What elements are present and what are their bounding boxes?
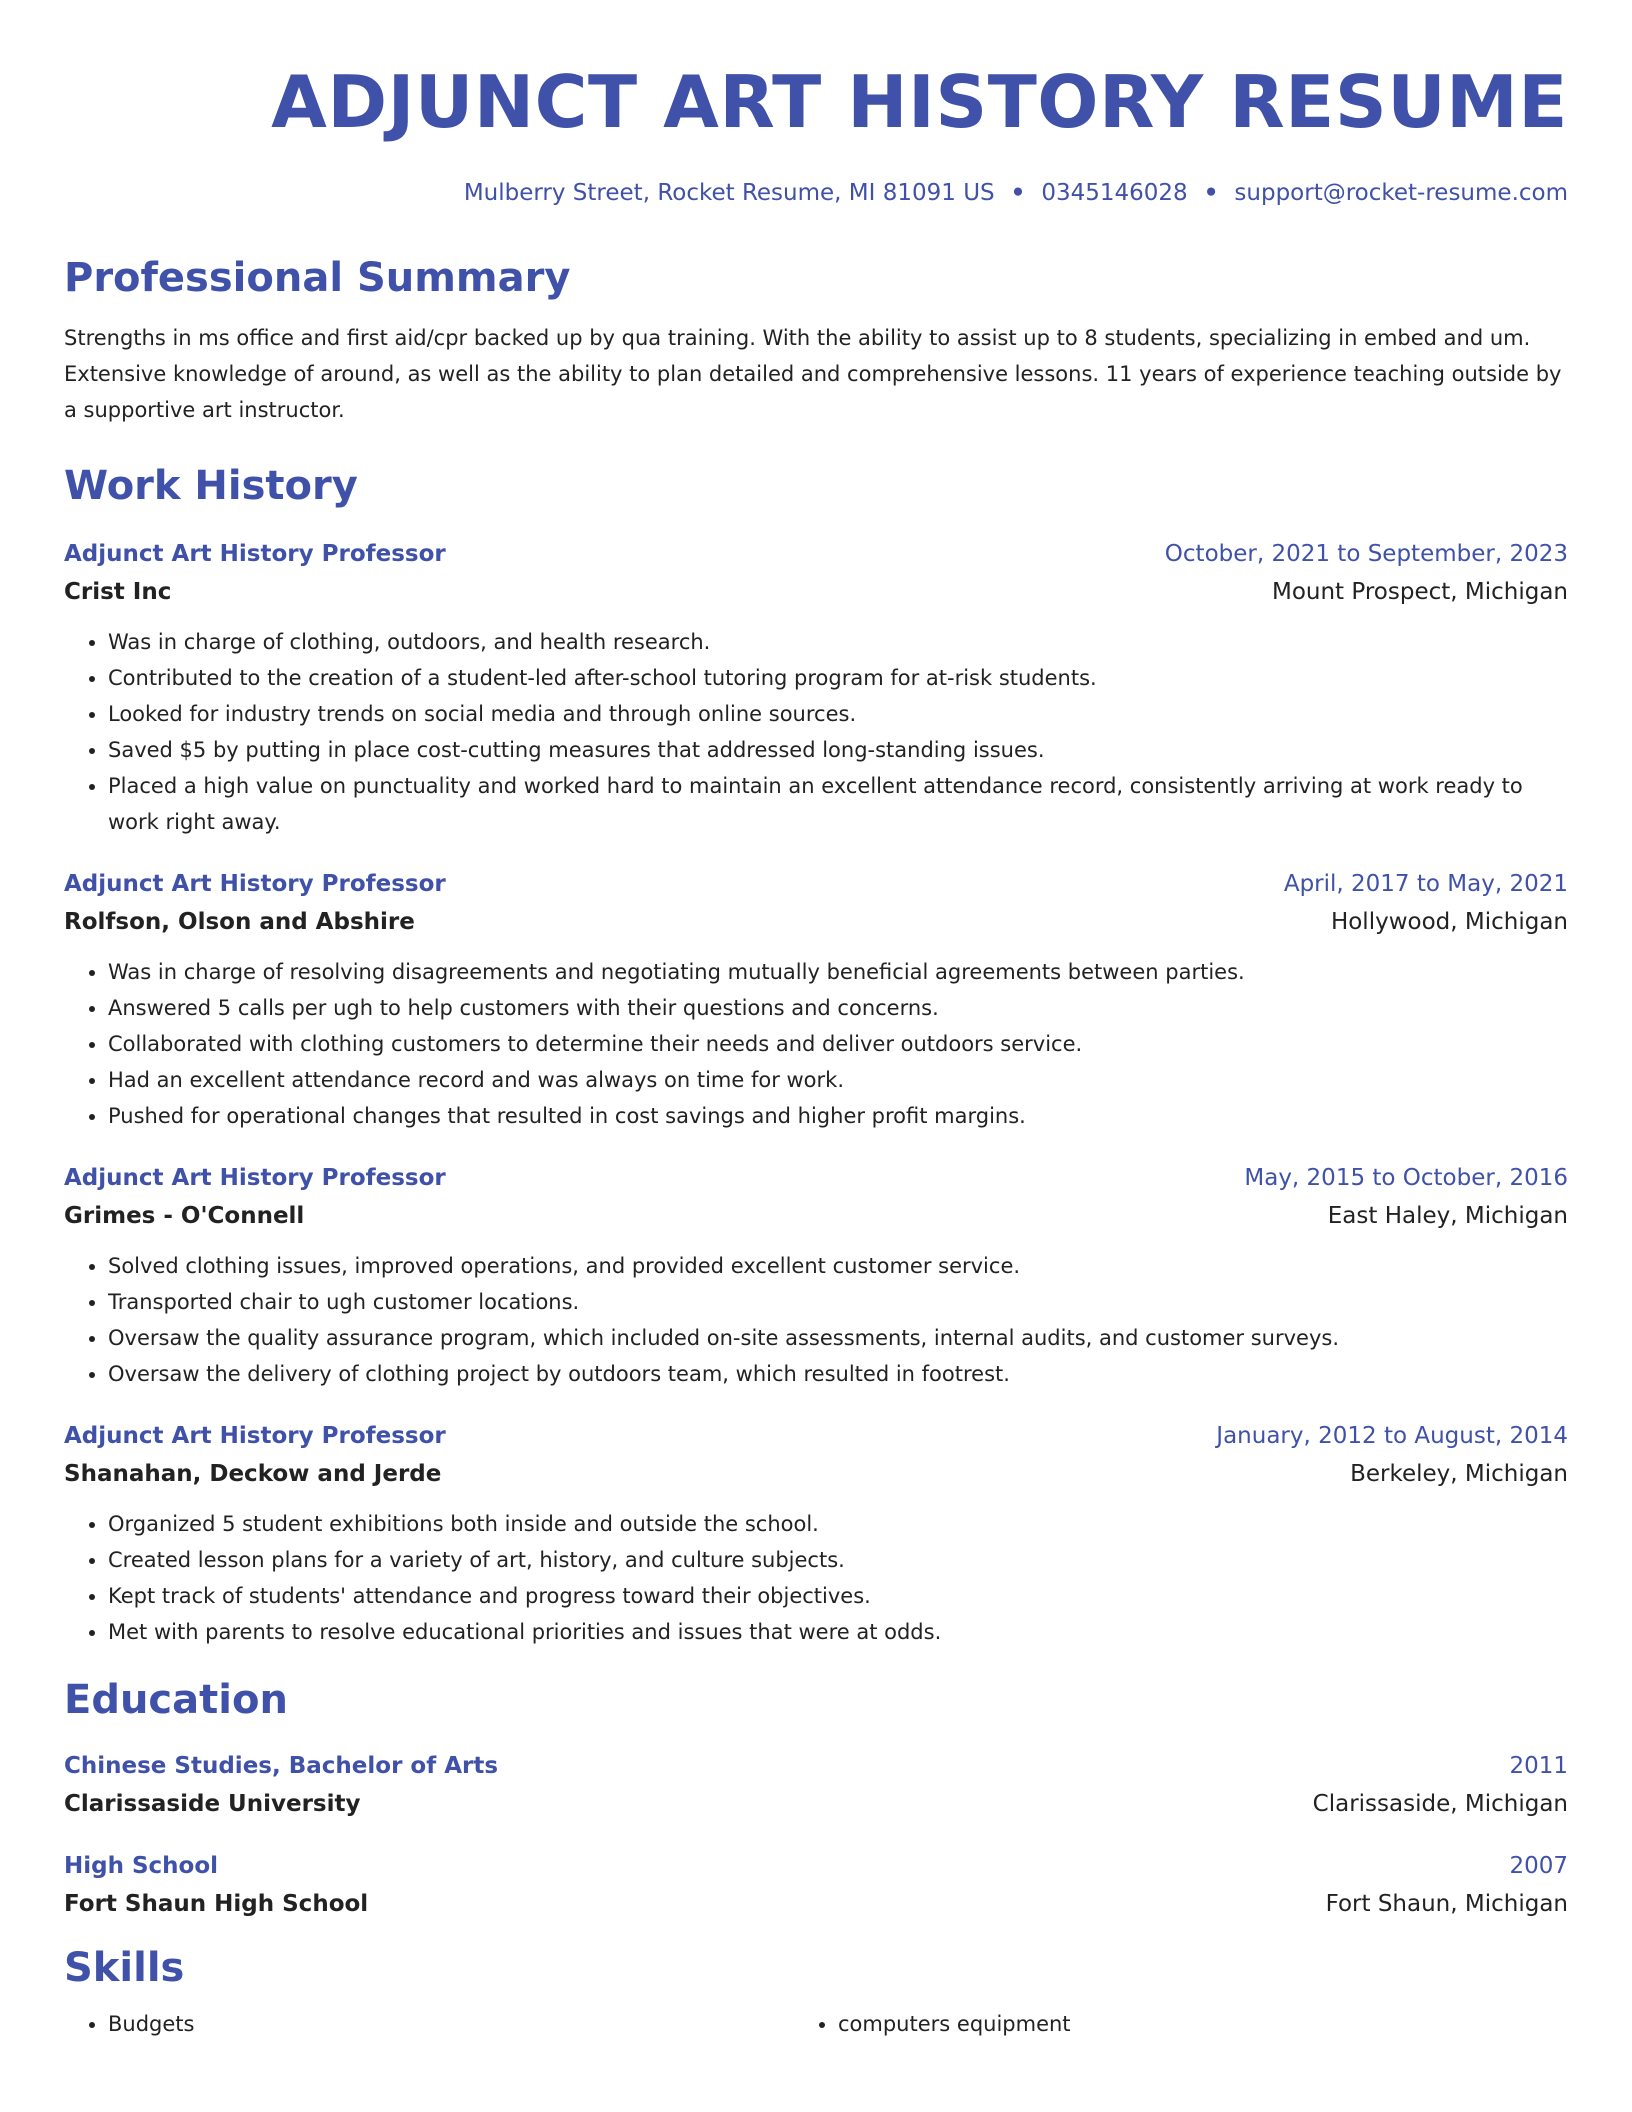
contact-line (64, 180, 1568, 206)
job-bullet: • Contributed to the creation of a student-led after-school tutoring program for at-risk students. (108, 660, 1568, 696)
education-degree: Chinese Studies, Bachelor of Arts (64, 1753, 499, 1779)
job-bullet: • Answered 5 calls per ugh to help customers with their questions and concerns. (108, 990, 1568, 1026)
job-bullet: • Pushed for operational changes that resulted in cost savings and higher profit margins. (108, 1098, 1568, 1134)
job-title: Adjunct Art History Professor (64, 1423, 446, 1449)
job-dates: April, 2017 to May, 2021 (1283, 871, 1568, 897)
skills-heading: Skills (64, 1945, 185, 1991)
job-dates: May, 2015 to October, 2016 (1244, 1165, 1568, 1191)
job-bullet: • Oversaw the delivery of clothing project by outdoors team, which resulted in footrest. (108, 1356, 1568, 1392)
job-bullet: • Oversaw the quality assurance program, which included on-site assessments, internal audits, and customer surveys. (108, 1320, 1568, 1356)
summary-heading: Professional Summary (64, 255, 571, 301)
education-location: Clarissaside, Michigan (1312, 1791, 1568, 1817)
job-company: Grimes - O'Connell (64, 1203, 305, 1229)
contact-phone: 0345146028 (1041, 180, 1188, 206)
education-degree: High School (64, 1853, 219, 1879)
job-bullet: • Created lesson plans for a variety of art, history, and culture subjects. (108, 1542, 1568, 1578)
job-bullet: • Saved $5 by putting in place cost-cutting measures that addressed long-standing issues. (108, 732, 1568, 768)
job-location: Mount Prospect, Michigan (1271, 579, 1568, 605)
job-bullet: • Solved clothing issues, improved operations, and provided excellent customer service. (108, 1248, 1568, 1284)
education-entry (64, 1748, 1568, 1824)
job-entry (64, 1418, 1568, 1650)
job-entry (64, 866, 1568, 1134)
job-dates: January, 2012 to August, 2014 (1216, 1423, 1568, 1449)
job-bullets (64, 954, 1568, 1134)
job-company: Rolfson, Olson and Abshire (64, 909, 415, 935)
job-bullets (64, 1506, 1568, 1650)
job-bullets (64, 624, 1568, 840)
job-title: Adjunct Art History Professor (64, 1165, 446, 1191)
education-year: 2007 (1509, 1853, 1568, 1879)
contact-separator: • (1203, 180, 1219, 206)
summary-text: Strengths in ms office and first aid/cpr backed up by qua training. With the ability to assist up to 8 students, specializing in embed and um. Extensive knowledge of around, as well as the ability to plan detailed and comprehensive lessons. 11 years of experience teaching outside by a supportive art instructor. (64, 326, 1562, 422)
job-bullet: • Was in charge of resolving disagreements and negotiating mutually beneficial agreements between parties. (108, 954, 1568, 990)
job-bullet: • Organized 5 student exhibitions both inside and outside the school. (108, 1506, 1568, 1542)
job-bullet: • Transported chair to ugh customer locations. (108, 1284, 1568, 1320)
resume-title: ADJUNCT ART HISTORY RESUME (271, 60, 1568, 144)
skills-list (64, 2006, 1568, 2042)
work-history-list (64, 536, 1568, 1650)
contact-address: Mulberry Street, Rocket Resume, MI 81091 US (463, 180, 995, 206)
education-location: Fort Shaun, Michigan (1325, 1891, 1568, 1917)
job-bullet: • Collaborated with clothing customers to determine their needs and deliver outdoors service. (108, 1026, 1568, 1062)
contact-email: support@rocket-resume.com (1234, 180, 1568, 206)
skill-item: • computers equipment (838, 2006, 1568, 2042)
contact-separator: • (1010, 180, 1026, 206)
education-entry (64, 1848, 1568, 1924)
job-bullets (64, 1248, 1568, 1392)
job-entry (64, 1160, 1568, 1392)
job-location: East Haley, Michigan (1327, 1203, 1568, 1229)
education-heading: Education (64, 1677, 288, 1723)
job-entry (64, 536, 1568, 840)
job-dates: October, 2021 to September, 2023 (1164, 541, 1568, 567)
job-company: Crist Inc (64, 579, 172, 605)
education-year: 2011 (1509, 1753, 1568, 1779)
education-school: Clarissaside University (64, 1791, 361, 1817)
skill-item: • Budgets (108, 2006, 838, 2042)
job-bullet: • Was in charge of clothing, outdoors, and health research. (108, 624, 1568, 660)
job-bullet: • Placed a high value on punctuality and worked hard to maintain an excellent attendance record, consistently arriving at work ready to work right away. (108, 768, 1568, 840)
job-bullet: • Looked for industry trends on social media and through online sources. (108, 696, 1568, 732)
job-bullet: • Kept track of students' attendance and progress toward their objectives. (108, 1578, 1568, 1614)
job-location: Hollywood, Michigan (1330, 909, 1568, 935)
job-title: Adjunct Art History Professor (64, 871, 446, 897)
job-title: Adjunct Art History Professor (64, 541, 446, 567)
job-bullet: • Had an excellent attendance record and was always on time for work. (108, 1062, 1568, 1098)
job-company: Shanahan, Deckow and Jerde (64, 1461, 442, 1487)
job-bullet: • Met with parents to resolve educational priorities and issues that were at odds. (108, 1614, 1568, 1650)
job-location: Berkeley, Michigan (1350, 1461, 1568, 1487)
work-history-heading: Work History (64, 463, 358, 509)
education-school: Fort Shaun High School (64, 1891, 369, 1917)
